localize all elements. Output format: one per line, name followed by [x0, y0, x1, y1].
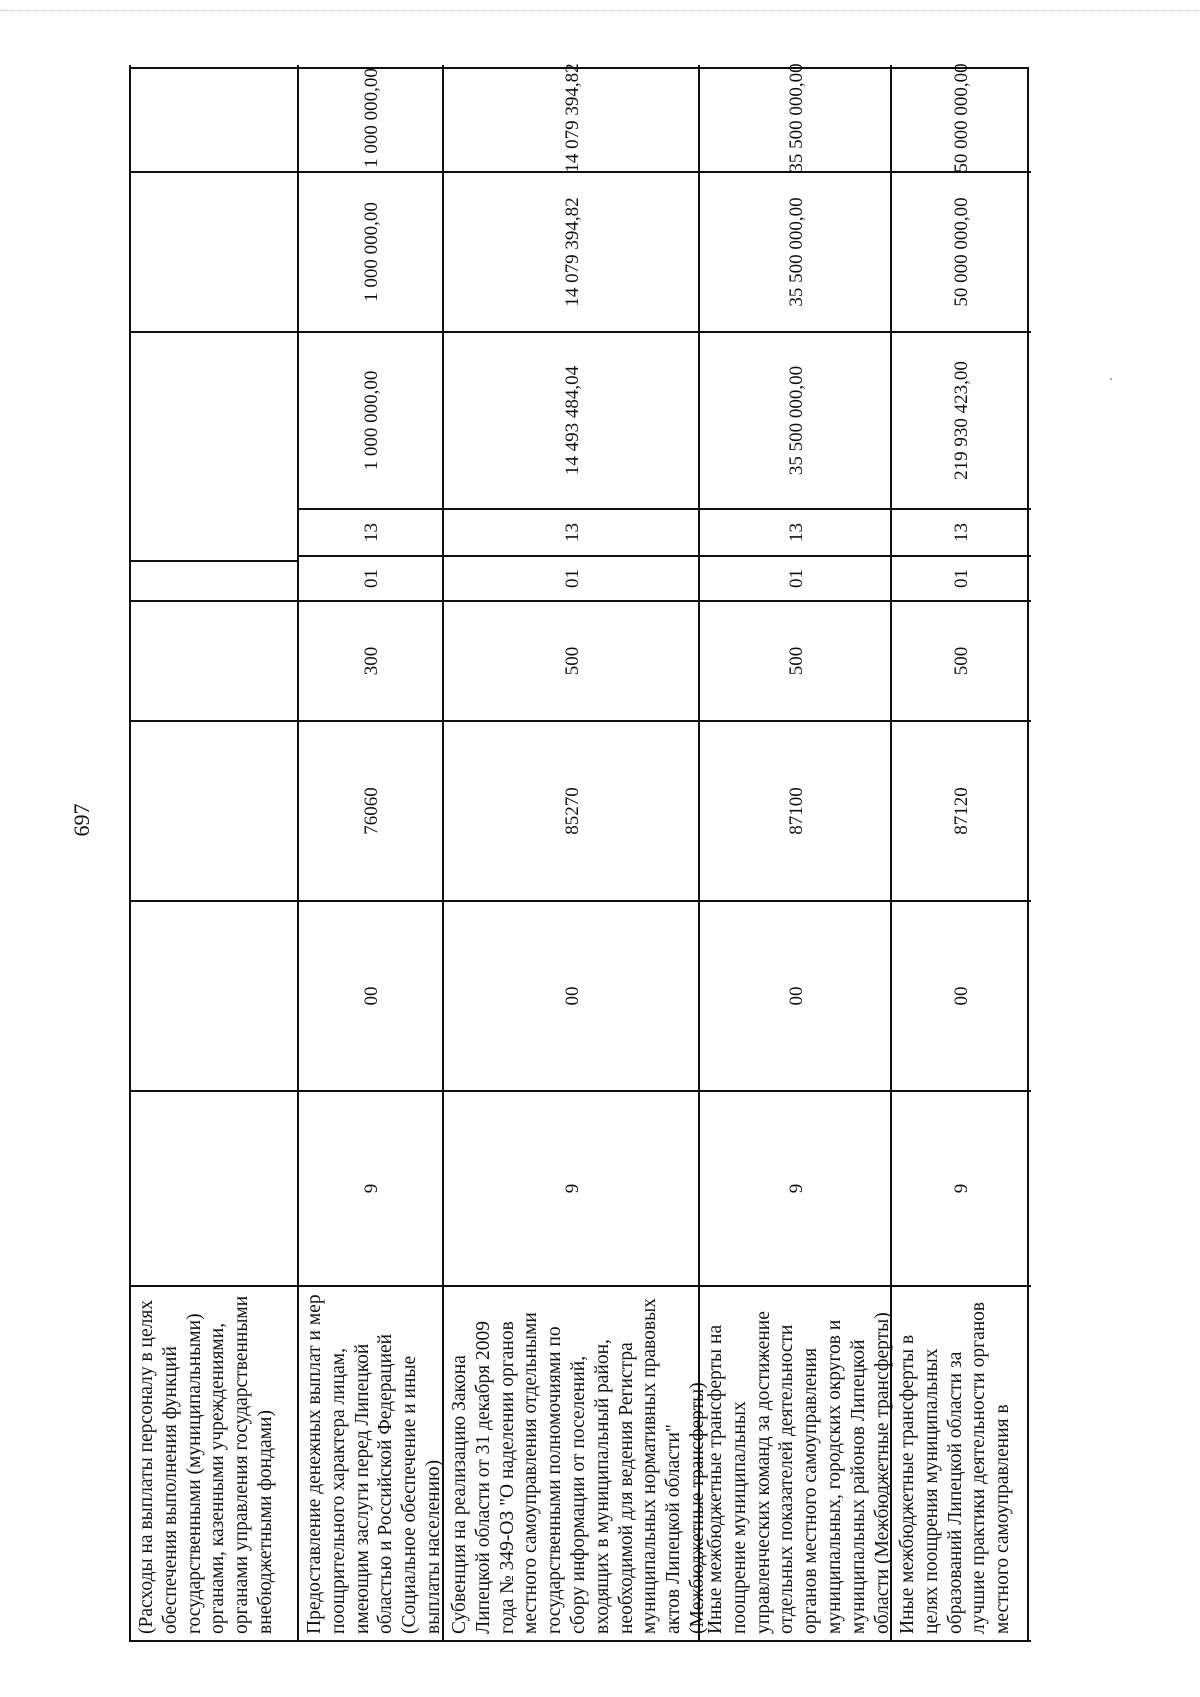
section-code: 01 — [444, 555, 700, 600]
amount-year-1: 35 500 000,00 — [700, 331, 892, 508]
direction-code: 00 — [700, 900, 892, 1090]
table-row — [442, 63, 708, 1642]
target-code: 76060 — [299, 720, 444, 900]
amount-year-2: 50 000 000,00 — [892, 171, 1031, 331]
subprogram-code: 9 — [299, 1090, 444, 1285]
table-row — [129, 65, 299, 1642]
row-description: Предоставление денежных выплат и мер поощрительного характера лицам, имеющим заслуги перед Липецкой областью и Российской Федерацией (Социальное обеспечение и иные выплаты населению) — [299, 1285, 444, 1640]
amount-year-1: 1 000 000,00 — [299, 331, 444, 508]
subprogram-code: 9 — [700, 1090, 892, 1285]
section-code: 01 — [299, 555, 444, 600]
amount-year-3 — [131, 65, 299, 171]
expense-type-code: 500 — [444, 600, 700, 720]
empty-cell — [131, 560, 299, 600]
expense-type-code: 300 — [299, 600, 444, 720]
amount-year-3: 35 500 000,00 — [785, 63, 807, 173]
program-code — [131, 1090, 299, 1285]
subsection-code: 13 — [444, 508, 700, 555]
table-row — [698, 65, 892, 1642]
scan-speck — [1110, 378, 1112, 380]
row-description: Субвенция на реализацию Закона Липецкой области от 31 декабря 2009 года № 349-ОЗ "О наделении органов местного самоуправления отдельными государственными полномочиями по сбору информации от поселений, входящих в муниципальный район, необходимой для ведения Регистра муниципальных нормативных правовых актов Липецкой области" (Межбюджетные трансферты) — [444, 1285, 700, 1640]
target-code: 85270 — [444, 720, 700, 900]
section-code: 01 — [892, 555, 1031, 600]
target-code — [131, 600, 299, 720]
amount-year-2 — [131, 171, 299, 331]
subsection-code: 13 — [299, 508, 444, 555]
amount-year-1 — [131, 331, 299, 508]
subsection-code: 13 — [892, 508, 1031, 555]
expense-type-code: 500 — [892, 600, 1031, 720]
section-code: 01 — [700, 555, 892, 600]
amount-year-1: 14 493 484,04 — [444, 331, 700, 508]
target-code: 87120 — [892, 720, 1031, 900]
amount-year-3: 50 000 000,00 — [951, 63, 972, 173]
target-code: 87100 — [700, 720, 892, 900]
row-description: (Расходы на выплаты персоналу в целях обеспечения выполнения функций государственными (муниципальными) органами, казенными учреждениями, органами управления государственными внебюджетными фондами) — [131, 1285, 299, 1640]
amount-year-2: 14 079 394,82 — [444, 171, 700, 331]
subsection-code: 13 — [700, 508, 892, 555]
subprogram-code — [131, 900, 299, 1090]
direction-code: 00 — [299, 900, 444, 1090]
subprogram-code: 9 — [444, 1090, 700, 1285]
direction-code: 00 — [892, 900, 1031, 1090]
budget-table — [129, 63, 1029, 1642]
subprogram-code: 9 — [892, 1090, 1031, 1285]
amount-year-2: 1 000 000,00 — [299, 171, 444, 331]
amount-year-1: 219 930 423,00 — [892, 331, 1031, 508]
scan-edge-line — [0, 10, 1200, 11]
table-row — [297, 65, 444, 1642]
amount-year-2: 35 500 000,00 — [700, 171, 892, 331]
row-description: Иные межбюджетные трансферты в целях поощрения муниципальных образований Липецкой области за лучшие практики деятельности органов местного самоуправления в — [892, 1285, 1031, 1640]
amount-year-3: 1 000 000,00 — [361, 68, 382, 168]
direction-code — [131, 720, 299, 900]
page-number: 697 — [69, 803, 94, 837]
direction-code: 00 — [444, 900, 700, 1090]
expense-type-code: 500 — [700, 600, 892, 720]
row-description: Иные межбюджетные трансферты на поощрение муниципальных управленческих команд за достижение отдельных показателей деятельности органов местного самоуправления муниципальных, городских округов и муниципальных районов Липецкой области (Межбюджетные трансферты) — [700, 1285, 892, 1640]
table-row — [890, 65, 1031, 1642]
amount-year-3: 14 079 394,82 — [561, 63, 583, 173]
